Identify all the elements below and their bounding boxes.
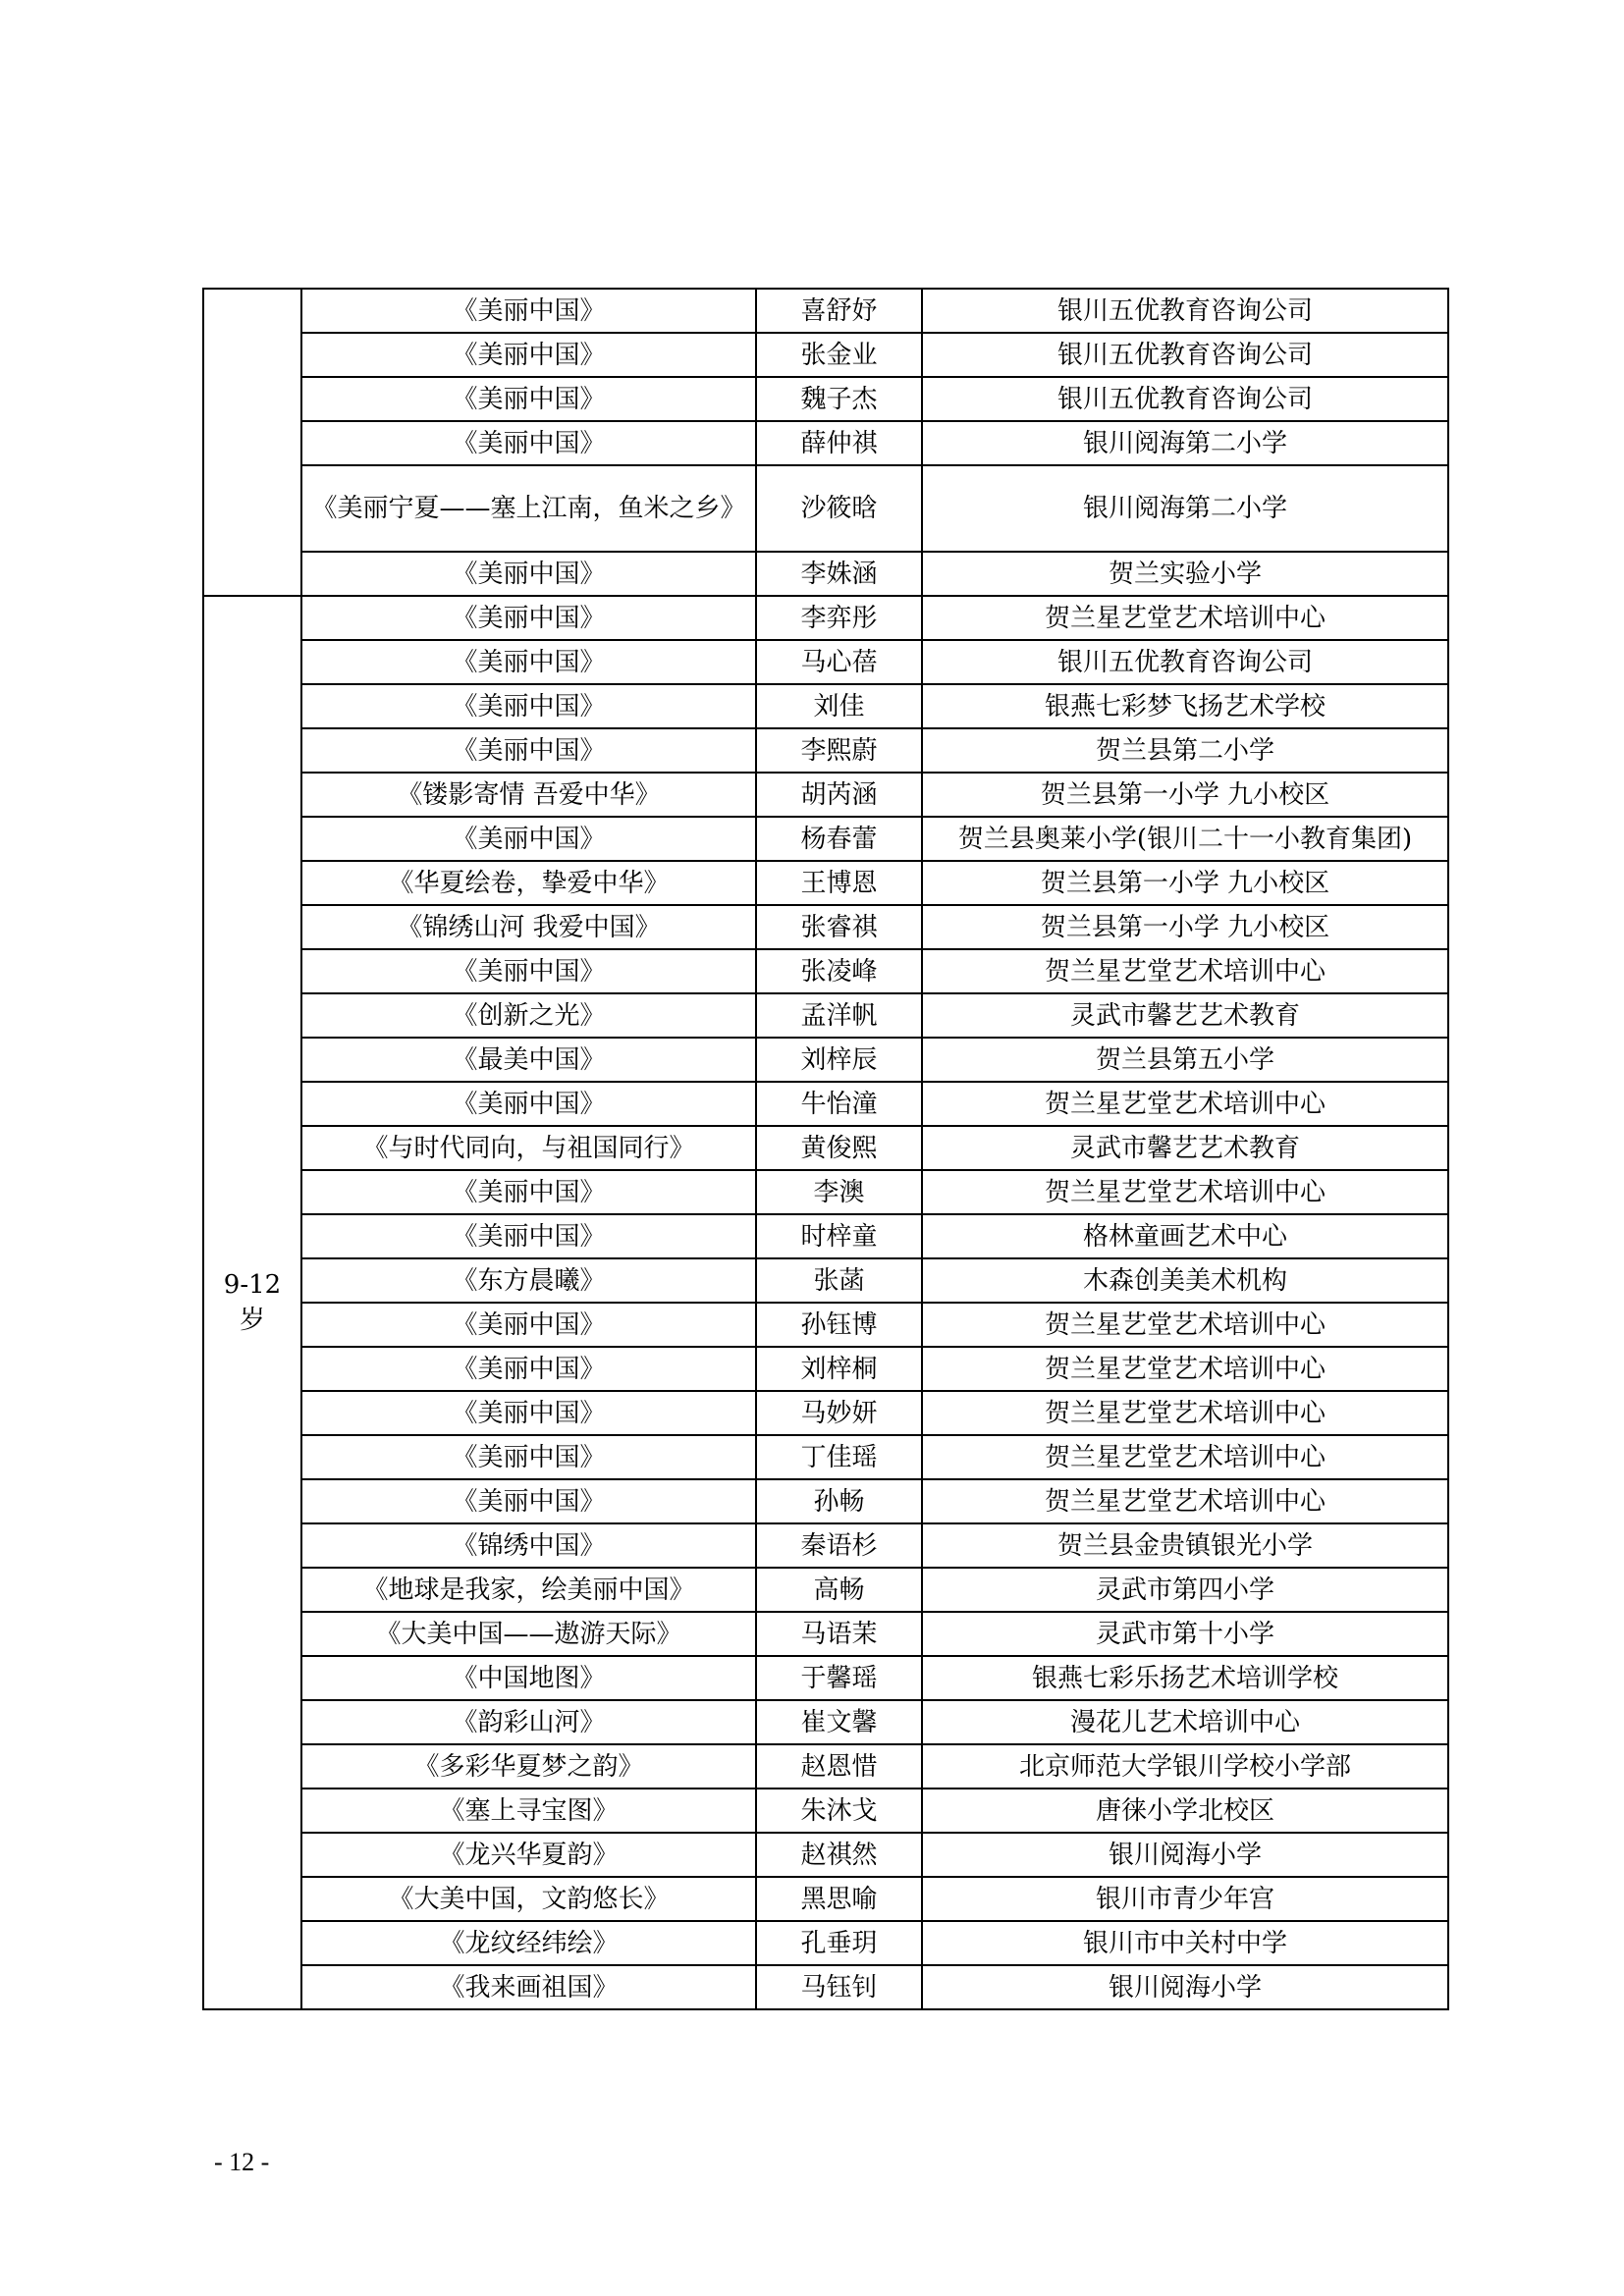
student-name-cell: 刘梓桐 [756,1347,922,1391]
awards-table [202,288,1449,2010]
school-name-cell: 贺兰县第一小学 九小校区 [922,773,1448,817]
school-name-cell: 银川市青少年宫 [922,1877,1448,1921]
age-group-unit: 岁 [239,1306,265,1335]
artwork-title-cell: 《地球是我家，绘美丽中国》 [301,1568,756,1612]
artwork-title-cell: 《美丽中国》 [301,1435,756,1479]
table-row [203,1921,1448,1965]
artwork-title-cell: 《最美中国》 [301,1038,756,1082]
table-row [203,905,1448,949]
artwork-title-cell: 《美丽宁夏——塞上江南，鱼米之乡》 [301,465,756,552]
student-name-cell: 刘梓辰 [756,1038,922,1082]
artwork-title-cell: 《美丽中国》 [301,421,756,465]
artwork-title-cell: 《锦绣中国》 [301,1523,756,1568]
school-name-cell: 银川阅海小学 [922,1965,1448,2009]
table-row [203,1612,1448,1656]
table-row [203,1126,1448,1170]
table-row [203,289,1448,333]
student-name-cell: 张凌峰 [756,949,922,993]
school-name-cell: 银川市中关村中学 [922,1921,1448,1965]
table-row [203,1523,1448,1568]
table-row [203,1789,1448,1833]
table-row [203,1744,1448,1789]
student-name-cell: 于馨瑶 [756,1656,922,1700]
school-name-cell: 漫花儿艺术培训中心 [922,1700,1448,1744]
table-row [203,596,1448,640]
student-name-cell: 孙钰博 [756,1303,922,1347]
student-name-cell: 马心蓓 [756,640,922,684]
student-name-cell: 刘佳 [756,684,922,728]
table-row [203,861,1448,905]
school-name-cell: 灵武市馨艺艺术教育 [922,993,1448,1038]
student-name-cell: 魏子杰 [756,377,922,421]
student-name-cell: 张睿祺 [756,905,922,949]
table-row [203,1833,1448,1877]
table-row [203,1170,1448,1214]
student-name-cell: 马钰钊 [756,1965,922,2009]
student-name-cell: 喜舒妤 [756,289,922,333]
page-number: - 12 - [214,2148,270,2176]
school-name-cell: 贺兰县第五小学 [922,1038,1448,1082]
table-row [203,1082,1448,1126]
artwork-title-cell: 《与时代同向，与祖国同行》 [301,1126,756,1170]
school-name-cell: 贺兰县第一小学 九小校区 [922,905,1448,949]
school-name-cell: 贺兰实验小学 [922,552,1448,596]
student-name-cell: 孔垂玥 [756,1921,922,1965]
school-name-cell: 贺兰星艺堂艺术培训中心 [922,1479,1448,1523]
student-name-cell: 牛怡潼 [756,1082,922,1126]
student-name-cell: 李姝涵 [756,552,922,596]
age-group-range: 9-12 [223,1270,282,1300]
student-name-cell: 胡芮涵 [756,773,922,817]
school-name-cell: 银燕七彩乐扬艺术培训学校 [922,1656,1448,1700]
age-group-cell [203,596,301,2009]
table-row [203,1214,1448,1258]
school-name-cell: 贺兰星艺堂艺术培训中心 [922,596,1448,640]
table-row [203,1479,1448,1523]
student-name-cell: 马语茉 [756,1612,922,1656]
artwork-title-cell: 《美丽中国》 [301,1214,756,1258]
student-name-cell: 沙筱晗 [756,465,922,552]
student-name-cell: 李弈彤 [756,596,922,640]
table-row [203,684,1448,728]
artwork-title-cell: 《美丽中国》 [301,289,756,333]
student-name-cell: 李熙蔚 [756,728,922,773]
artwork-title-cell: 《中国地图》 [301,1656,756,1700]
student-name-cell: 朱沐戈 [756,1789,922,1833]
student-name-cell: 黄俊熙 [756,1126,922,1170]
awards-table-body [203,289,1448,2009]
student-name-cell: 秦语杉 [756,1523,922,1568]
school-name-cell: 木森创美美术机构 [922,1258,1448,1303]
artwork-title-cell: 《美丽中国》 [301,1170,756,1214]
student-name-cell: 赵祺然 [756,1833,922,1877]
table-row [203,333,1448,377]
artwork-title-cell: 《镂影寄情 吾爱中华》 [301,773,756,817]
table-row [203,728,1448,773]
table-row [203,1700,1448,1744]
artwork-title-cell: 《美丽中国》 [301,1082,756,1126]
school-name-cell: 银川阅海第二小学 [922,465,1448,552]
artwork-title-cell: 《美丽中国》 [301,640,756,684]
artwork-title-cell: 《美丽中国》 [301,728,756,773]
artwork-title-cell: 《美丽中国》 [301,377,756,421]
table-row [203,1038,1448,1082]
artwork-title-cell: 《塞上寻宝图》 [301,1789,756,1833]
student-name-cell: 丁佳瑶 [756,1435,922,1479]
school-name-cell: 贺兰县奥莱小学(银川二十一小教育集团) [922,817,1448,861]
student-name-cell: 张金业 [756,333,922,377]
school-name-cell: 银川五优教育咨询公司 [922,377,1448,421]
student-name-cell: 孟洋帆 [756,993,922,1038]
school-name-cell: 灵武市第四小学 [922,1568,1448,1612]
table-row [203,1347,1448,1391]
table-row [203,1965,1448,2009]
school-name-cell: 北京师范大学银川学校小学部 [922,1744,1448,1789]
table-row [203,1391,1448,1435]
artwork-title-cell: 《华夏绘卷，挚爱中华》 [301,861,756,905]
table-row [203,377,1448,421]
artwork-title-cell: 《美丽中国》 [301,1391,756,1435]
school-name-cell: 银燕七彩梦飞扬艺术学校 [922,684,1448,728]
artwork-title-cell: 《美丽中国》 [301,949,756,993]
school-name-cell: 贺兰星艺堂艺术培训中心 [922,1303,1448,1347]
age-group-cell [203,289,301,596]
table-row [203,1303,1448,1347]
student-name-cell: 马妙妍 [756,1391,922,1435]
artwork-title-cell: 《美丽中国》 [301,1347,756,1391]
table-row [203,1877,1448,1921]
student-name-cell: 黑思喻 [756,1877,922,1921]
student-name-cell: 杨春蕾 [756,817,922,861]
school-name-cell: 贺兰星艺堂艺术培训中心 [922,1391,1448,1435]
school-name-cell: 灵武市馨艺艺术教育 [922,1126,1448,1170]
school-name-cell: 银川五优教育咨询公司 [922,333,1448,377]
table-row [203,1656,1448,1700]
artwork-title-cell: 《龙纹经纬绘》 [301,1921,756,1965]
school-name-cell: 银川阅海小学 [922,1833,1448,1877]
artwork-title-cell: 《多彩华夏梦之韵》 [301,1744,756,1789]
table-row [203,1568,1448,1612]
table-row [203,817,1448,861]
student-name-cell: 张菡 [756,1258,922,1303]
student-name-cell: 薛仲祺 [756,421,922,465]
table-row [203,993,1448,1038]
artwork-title-cell: 《美丽中国》 [301,596,756,640]
table-row [203,1435,1448,1479]
school-name-cell: 唐徕小学北校区 [922,1789,1448,1833]
artwork-title-cell: 《美丽中国》 [301,1303,756,1347]
artwork-title-cell: 《美丽中国》 [301,552,756,596]
student-name-cell: 孙畅 [756,1479,922,1523]
artwork-title-cell: 《龙兴华夏韵》 [301,1833,756,1877]
student-name-cell: 王博恩 [756,861,922,905]
school-name-cell: 贺兰县金贵镇银光小学 [922,1523,1448,1568]
table-row [203,949,1448,993]
school-name-cell: 贺兰星艺堂艺术培训中心 [922,949,1448,993]
school-name-cell: 贺兰县第二小学 [922,728,1448,773]
school-name-cell: 格林童画艺术中心 [922,1214,1448,1258]
artwork-title-cell: 《美丽中国》 [301,684,756,728]
table-row [203,640,1448,684]
artwork-title-cell: 《美丽中国》 [301,333,756,377]
table-row [203,1258,1448,1303]
artwork-title-cell: 《大美中国——遨游天际》 [301,1612,756,1656]
school-name-cell: 银川五优教育咨询公司 [922,640,1448,684]
school-name-cell: 灵武市第十小学 [922,1612,1448,1656]
artwork-title-cell: 《美丽中国》 [301,817,756,861]
school-name-cell: 贺兰星艺堂艺术培训中心 [922,1347,1448,1391]
artwork-title-cell: 《大美中国，文韵悠长》 [301,1877,756,1921]
artwork-title-cell: 《韵彩山河》 [301,1700,756,1744]
student-name-cell: 崔文馨 [756,1700,922,1744]
school-name-cell: 贺兰星艺堂艺术培训中心 [922,1082,1448,1126]
school-name-cell: 银川五优教育咨询公司 [922,289,1448,333]
student-name-cell: 时梓童 [756,1214,922,1258]
school-name-cell: 银川阅海第二小学 [922,421,1448,465]
artwork-title-cell: 《创新之光》 [301,993,756,1038]
student-name-cell: 李澳 [756,1170,922,1214]
student-name-cell: 赵恩惜 [756,1744,922,1789]
artwork-title-cell: 《我来画祖国》 [301,1965,756,2009]
table-row [203,465,1448,552]
school-name-cell: 贺兰县第一小学 九小校区 [922,861,1448,905]
school-name-cell: 贺兰星艺堂艺术培训中心 [922,1170,1448,1214]
student-name-cell: 高畅 [756,1568,922,1612]
school-name-cell: 贺兰星艺堂艺术培训中心 [922,1435,1448,1479]
table-row [203,773,1448,817]
table-row [203,552,1448,596]
table-row [203,421,1448,465]
artwork-title-cell: 《美丽中国》 [301,1479,756,1523]
artwork-title-cell: 《东方晨曦》 [301,1258,756,1303]
artwork-title-cell: 《锦绣山河 我爱中国》 [301,905,756,949]
